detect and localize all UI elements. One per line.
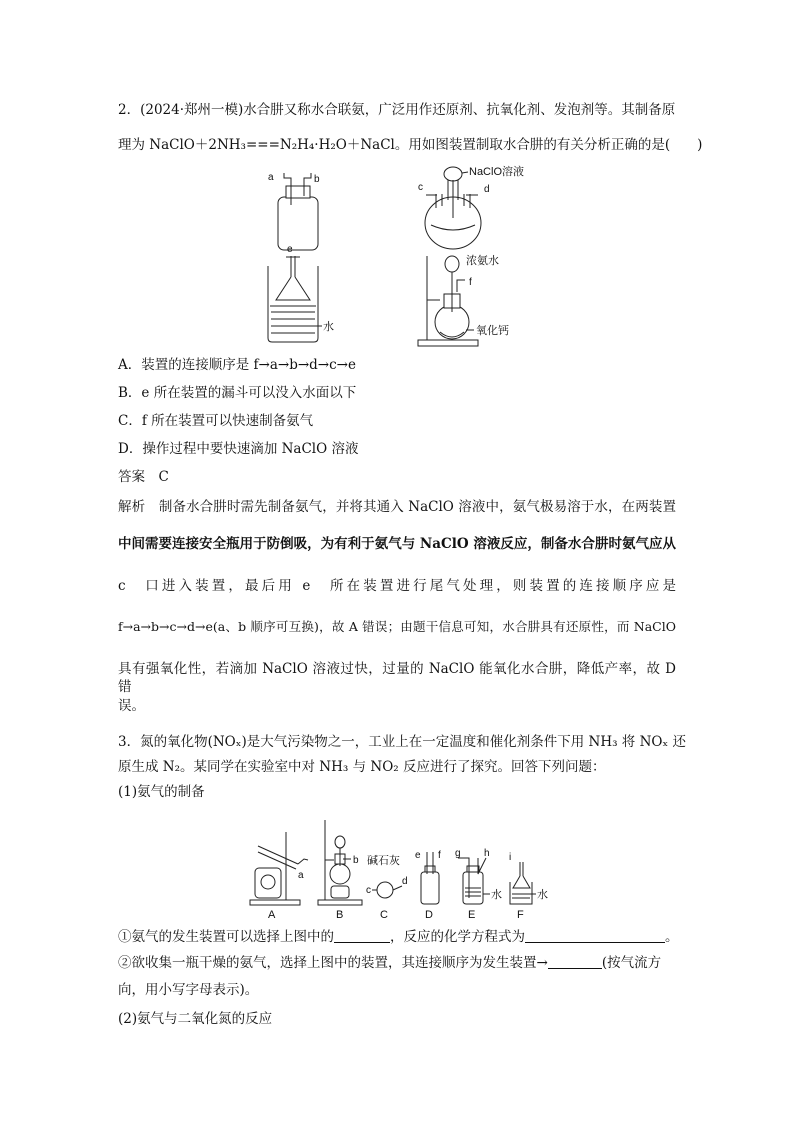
- q3-q2-end: (按气流方: [601, 955, 662, 971]
- three-neck-flask: [418, 164, 524, 249]
- q3-sub-2: (2)氨气与二氧化氮的反应: [118, 1011, 273, 1027]
- label-C: C: [380, 909, 388, 921]
- label-naclo: NaClO溶液: [469, 166, 525, 178]
- label-ammonia-water: 浓氨水: [466, 255, 499, 267]
- port-a: a: [298, 870, 304, 881]
- q3-apparatus-figure: [0, 812, 794, 922]
- ammonia-generator: [418, 253, 509, 346]
- label-f: f: [469, 277, 472, 288]
- q3-question-2: [118, 954, 661, 972]
- q3-q1-end: 。: [665, 929, 679, 945]
- apparatus-f: [509, 852, 548, 921]
- label-d: d: [484, 184, 490, 195]
- q2-option-d: D．操作过程中要快速滴加 NaClO 溶液: [118, 441, 359, 457]
- port-d: d: [402, 876, 408, 887]
- q3-question-1: [118, 928, 679, 946]
- label-A: A: [268, 909, 276, 921]
- q2-answer: 答案 C: [118, 469, 169, 485]
- label-water: 水: [323, 321, 334, 333]
- q2-analysis-5: 具有强氧化性，若滴加 NaClO 溶液过快，过量的 NaClO 能氧化水合肼，降低产率，故 D 错: [118, 661, 676, 695]
- q3-q1-prefix: ①氨气的发生装置可以选择上图中的: [118, 929, 334, 945]
- port-e: e: [415, 850, 421, 861]
- port-f: f: [438, 850, 441, 861]
- label-water-e: 水: [491, 889, 502, 901]
- q3-question-2-line-2: 向，用小写字母表示)。: [118, 982, 259, 998]
- q3-q1-blank-equation[interactable]: [525, 929, 665, 943]
- label-cao: 氧化钙: [476, 325, 509, 337]
- q3-line-1: 3．氮的氧化物(NOₓ)是大气污染物之一，工业上在一定温度和催化剂条件下用 NH₃ 将 NOₓ 还: [118, 734, 686, 750]
- q2-analysis-3: c 口进入装置，最后用 e 所在装置进行尾气处理，则装置的连接顺序应是: [118, 578, 676, 594]
- safety-bottle: [268, 172, 320, 250]
- label-B: B: [336, 909, 344, 921]
- q3-q2-blank-order[interactable]: [548, 955, 602, 969]
- q2-option-b: B．e 所在装置的漏斗可以没入水面以下: [118, 385, 357, 401]
- label-D: D: [425, 909, 433, 921]
- port-g: g: [455, 848, 461, 859]
- q2-apparatus-figure: [0, 160, 794, 360]
- apparatus-c: [366, 853, 408, 921]
- q2-analysis-1: 解析 制备水合肼时需先制备氨气，并将其通入 NaClO 溶液中，氨气极易溶于水，在两装置: [118, 499, 676, 515]
- apparatus-a: [250, 832, 308, 921]
- q3-q1-blank-device[interactable]: [334, 929, 390, 943]
- port-c: c: [366, 885, 371, 896]
- q2-analysis-6: 误。: [118, 698, 145, 714]
- q3-q1-mid: ，反应的化学方程式为: [390, 929, 525, 945]
- q2-analysis-2: 中间需要连接安全瓶用于防倒吸，为有利于氨气与 NaClO 溶液反应，制备水合肼时氨气应从: [118, 536, 676, 552]
- q2-option-a: A．装置的连接顺序是 f→a→b→d→c→e: [118, 357, 356, 373]
- port-i: i: [509, 852, 512, 863]
- q2-analysis-4: f→a→b→c→d→e(a、b 顺序可互换)，故 A 错误；由题干信息可知，水合肼具有还原性，而 NaClO: [118, 619, 676, 634]
- apparatus-e: [455, 848, 502, 921]
- q3-sub-1: (1)氨气的制备: [118, 784, 205, 800]
- label-a: a: [268, 172, 274, 183]
- label-F: F: [517, 909, 524, 921]
- label-soda-lime: 碱石灰: [367, 855, 400, 867]
- q2-line-1: 2．(2024·郑州一模)水合肼又称水合联氨，广泛用作还原剂、抗氧化剂、发泡剂等。其制备原: [118, 102, 676, 118]
- port-h: h: [484, 848, 490, 859]
- label-e: e: [287, 244, 293, 255]
- label-E: E: [468, 909, 476, 921]
- label-water-f: 水: [537, 889, 548, 901]
- q2-option-c: C．f 所在装置可以快速制备氨气: [118, 413, 314, 429]
- label-c: c: [418, 182, 423, 193]
- apparatus-b: [318, 820, 362, 921]
- label-b: b: [314, 174, 320, 185]
- q3-line-2: 原生成 N₂。某同学在实验室中对 NH₃ 与 NO₂ 反应进行了探究。回答下列问题：: [118, 759, 606, 775]
- port-b: b: [353, 855, 359, 866]
- apparatus-d: [415, 850, 441, 921]
- absorption-beaker: [268, 244, 334, 342]
- q3-q2-prefix: ②欲收集一瓶干燥的氨气，选择上图中的装置，其连接顺序为发生装置→: [118, 955, 548, 971]
- q2-line-2: 理为 NaClO＋2NH₃===N₂H₄·H₂O＋NaCl。用如图装置制取水合肼的有关分析正确的是( ): [118, 137, 703, 153]
